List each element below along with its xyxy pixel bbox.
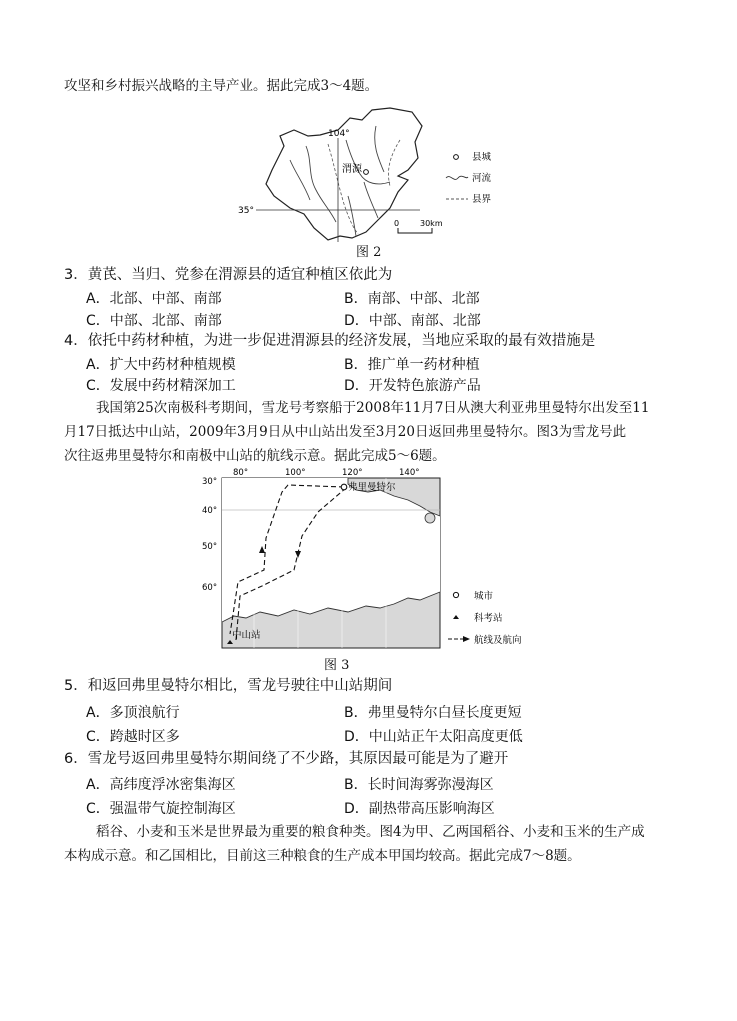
latitude-label: 35° — [238, 206, 254, 216]
station-label: 中山站 — [232, 630, 261, 641]
question-3-option-c: C．中部、北部、南部 — [86, 313, 222, 329]
legend-route-label: 航线及航向 — [474, 635, 522, 646]
scale-zero-label: 0 — [394, 219, 400, 228]
question-6-option-b: B．长时间海雾弥漫海区 — [344, 777, 494, 793]
legend-city-icon — [453, 592, 458, 597]
figure-2-caption: 图 2 — [356, 245, 382, 260]
town-label: 渭源 — [342, 164, 362, 175]
question-4-option-a: A．扩大中药材种植规模 — [86, 357, 236, 373]
question-6-option-c: C．强温带气旋控制海区 — [86, 801, 236, 817]
scale-distance-label: 30km — [420, 219, 443, 228]
passage-3-line-1: 稻谷、小麦和玉米是世界最为重要的粮食种类。图4为甲、乙两国稻谷、小麦和玉米的生产成 — [96, 824, 645, 840]
legend-county-seat-label: 县城 — [472, 152, 492, 163]
scale-bar — [398, 228, 432, 233]
question-4-option-d: D．开发特色旅游产品 — [344, 378, 481, 394]
longitude-label: 80° — [233, 468, 249, 478]
question-6-option-a: A．高纬度浮冰密集海区 — [86, 777, 236, 793]
latitude-label: 50° — [202, 542, 218, 552]
question-5-option-d: D．中山站正午太阳高度更低 — [344, 729, 523, 745]
legend-river-icon — [446, 176, 468, 179]
passage-2-line-3: 次往返弗里曼特尔和南极中山站的航线示意。据此完成5～6题。 — [64, 448, 446, 464]
question-5-option-b: B．弗里曼特尔白昼长度更短 — [344, 705, 522, 721]
question-4-option-c: C．发展中药材精深加工 — [86, 378, 236, 394]
legend-city-label: 城市 — [474, 591, 494, 602]
tasmania-island — [425, 513, 435, 523]
passage-2-line-2: 月17日抵达中山站，2009年3月9日从中山站出发至3月20日返回弗里曼特尔。图3为雪龙号此 — [64, 424, 627, 440]
legend-county-border-label: 县界 — [472, 194, 492, 205]
latitude-label: 40° — [202, 506, 218, 516]
question-3-option-b: B．南部、中部、北部 — [344, 291, 480, 307]
question-3-stem: 3．黄芪、当归、党参在渭源县的适宜种植区依此为 — [64, 267, 393, 283]
legend-station-icon — [453, 615, 459, 619]
question-5-option-c: C．跨越时区多 — [86, 729, 180, 745]
figure-2-map — [238, 100, 510, 260]
passage-intro-tail: 攻坚和乡村振兴战略的主导产业。据此完成3～4题。 — [64, 78, 379, 94]
legend-county-seat-icon — [454, 155, 459, 160]
question-5-stem: 5．和返回弗里曼特尔相比，雪龙号驶往中山站期间 — [64, 678, 393, 694]
longitude-label: 120° — [342, 468, 363, 478]
figure-3-caption: 图 3 — [324, 658, 350, 673]
longitude-label: 100° — [285, 468, 306, 478]
river-line — [346, 140, 390, 184]
passage-2-line-1: 我国第25次南极科考期间，雪龙号考察船于2008年11月7日从澳大利亚弗里曼特尔出发至11 — [96, 400, 650, 416]
passage-3-line-2: 本构成示意。和乙国相比，目前这三种粮食的生产成本甲国均较高。据此完成7～8题。 — [64, 848, 581, 864]
county-seat-marker — [364, 170, 369, 175]
question-3-option-a: A．北部、中部、南部 — [86, 291, 222, 307]
question-4-option-b: B．推广单一药材种植 — [344, 357, 480, 373]
legend-route-arrow-icon — [463, 636, 470, 642]
city-marker — [341, 484, 347, 490]
question-6-stem: 6．雪龙号返回弗里曼特尔期间绕了不少路，其原因最可能是为了避开 — [64, 751, 509, 767]
river-line — [306, 146, 336, 222]
question-5-option-a: A．多顶浪航行 — [86, 705, 180, 721]
latitude-label: 60° — [202, 583, 218, 593]
legend-river-label: 河流 — [472, 173, 492, 184]
latitude-label: 30° — [202, 477, 218, 487]
longitude-label: 104° — [328, 129, 350, 139]
question-3-option-d: D．中部、南部、北部 — [344, 313, 481, 329]
figure-3-route-map — [198, 466, 538, 670]
river-line — [290, 160, 310, 200]
legend-station-label: 科考站 — [474, 613, 503, 624]
question-4-stem: 4．依托中药材种植，为进一步促进渭源县的经济发展，当地应采取的最有效措施是 — [64, 333, 596, 349]
county-border-line — [388, 140, 400, 186]
question-6-option-d: D．副热带高压影响海区 — [344, 801, 495, 817]
river-line — [364, 182, 378, 218]
longitude-label: 140° — [399, 468, 420, 478]
river-line — [375, 126, 384, 172]
city-label: 弗里曼特尔 — [348, 482, 396, 493]
